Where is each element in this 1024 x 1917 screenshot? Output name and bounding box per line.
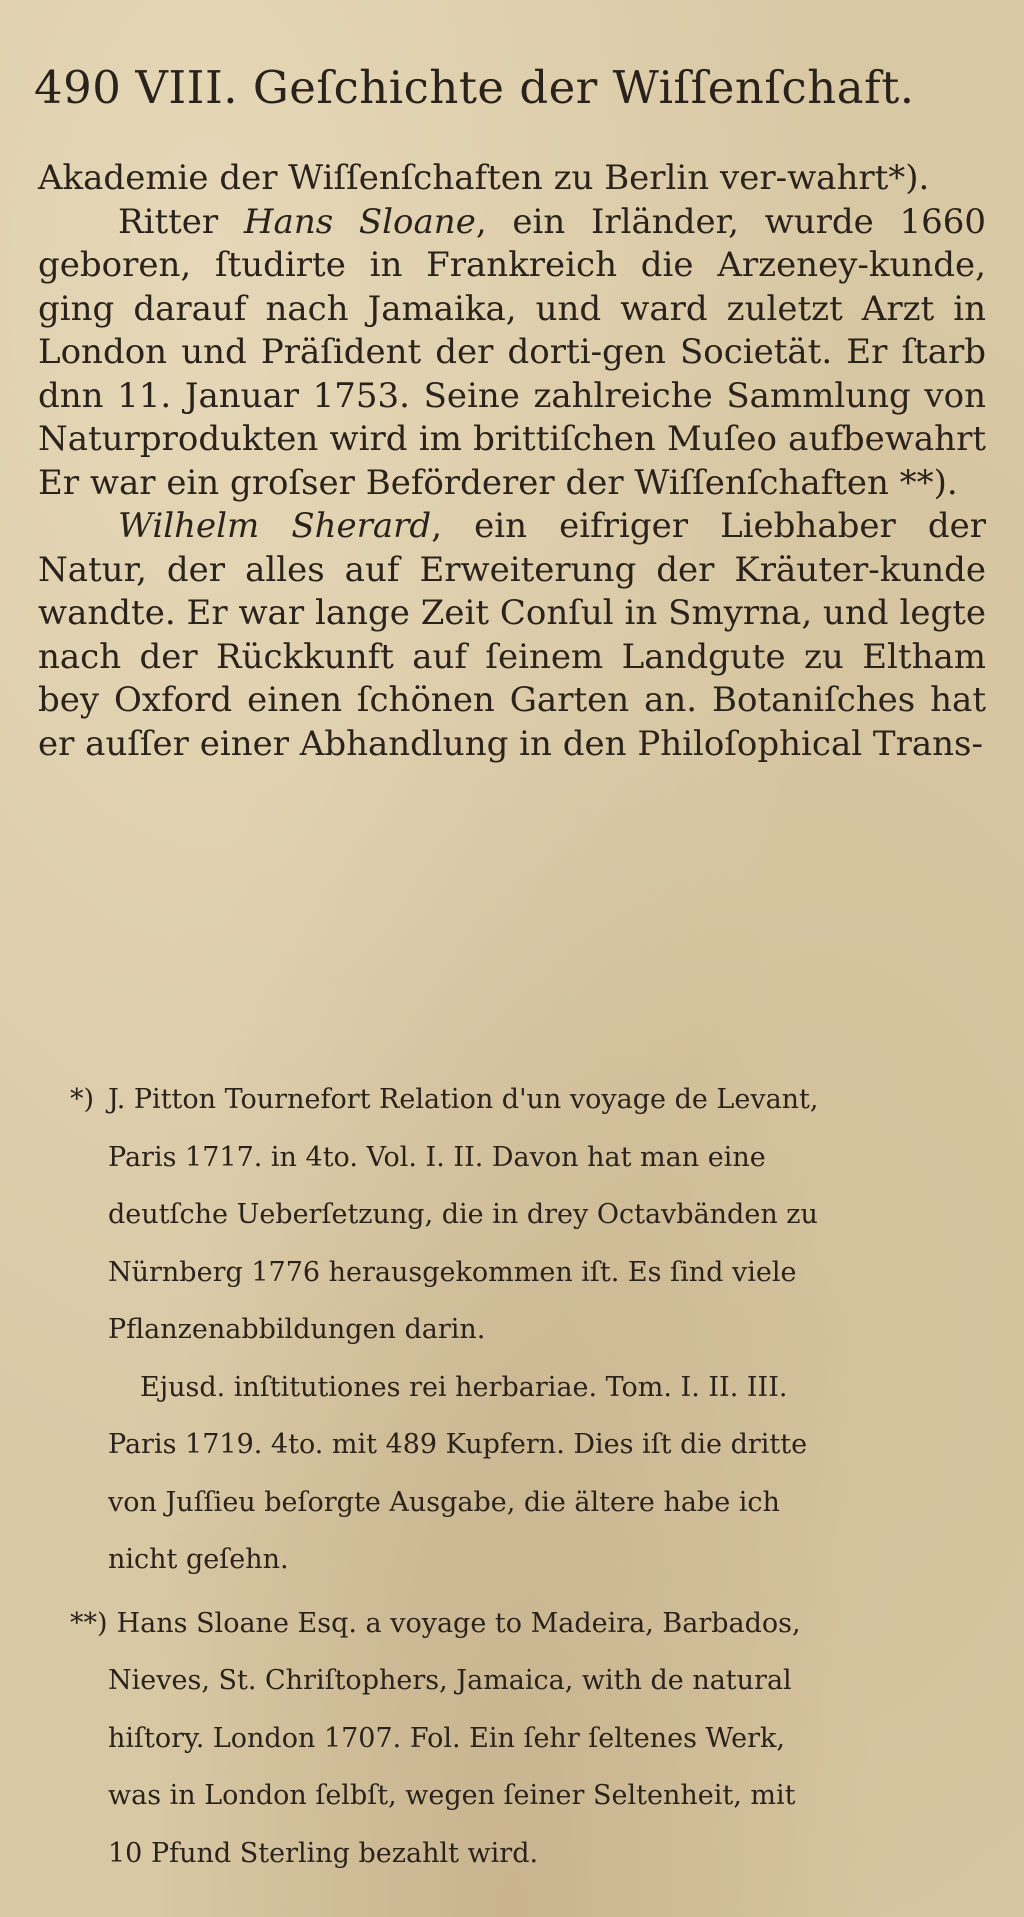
paragraph-2-lead: Ritter (118, 201, 244, 242)
footnote-line: Ejusd. inſtitutiones rei herbariae. Tom. I. II. III. (140, 1371, 788, 1403)
footnote-line: Nieves, St. Chriſtophers, Jamaica, with de natural (108, 1665, 792, 1696)
footnote-line: Paris 1717. in 4to. Vol. I. II. Davon hat man eine (108, 1141, 766, 1173)
footnote-line (70, 1071, 986, 1129)
footnote-line: 10 Pfund Sterling bezahlt wird. (108, 1837, 539, 1869)
paragraph-2 (38, 201, 986, 506)
page-number: 490 (34, 61, 122, 114)
person-name-sloane: Hans Sloane (243, 201, 476, 242)
footnote-text: J. Pitton Tournefort Relation d'un voyage de Levant, (108, 1084, 819, 1115)
main-text (38, 157, 986, 766)
footnotes (70, 1071, 986, 1882)
footnote-line: Nürnberg 1776 herausgekommen iſt. Es ſind viele (108, 1256, 797, 1288)
footnote-marker: **) (70, 1607, 108, 1639)
footnote-line: Pflanzenabbildungen darin. (108, 1314, 486, 1345)
paragraph-3-text: , ein eifriger Liebhaber der Natur, der alles auf Erweiterung der Kräuter-kunde wandte. Er war lange Zeit Conſul in Smyrna, und legte nach der Rückkunft auf ſeinem Landgute zu Eltham bey Oxford einen ſchönen Garten an. Botaniſches hat er auſſer einer Abhandlung in den Philoſophical Trans- (38, 506, 986, 764)
footnote-line: Paris 1719. 4to. mit 489 Kupfern. Dies iſt die dritte (108, 1429, 808, 1460)
footnote-1 (70, 1071, 986, 1589)
person-name-sherard: Wilhelm Sherard (118, 506, 432, 546)
footnote-line: deutſche Ueberſetzung, die in drey Octavbänden zu (108, 1199, 818, 1230)
chapter-title: VIII. Geſchichte der Wiſſenſchaft. (135, 61, 915, 114)
footnote-line: was in London ſelbſt, wegen ſeiner Seltenheit, mit (108, 1780, 796, 1811)
footnote-line: von Juſſieu beſorgte Ausgabe, die ältere habe ich (108, 1486, 780, 1518)
footnote-marker: *) (70, 1084, 95, 1115)
footnote-line: hiſtory. London 1707. Fol. Ein ſehr ſeltenes Werk, (108, 1722, 785, 1754)
footnote-line (70, 1595, 986, 1653)
paragraph-2-text: , ein Irländer, wurde 1660 geboren, ſtudirte in Frankreich die Arzeney-kunde, ging darauf nach Jamaika, und ward zuletzt Arzt in London und Präſident der dorti-gen Societät. Er ſtarb dnn 11. Januar 1753. Seine zahlreiche Sammlung von Naturprodukten wird im brittiſchen Muſeo aufbewahrt Er war ein groſser Beförderer der Wiſſenſchaften **). (38, 201, 987, 503)
paragraph-1: Akademie der Wiſſenſchaften zu Berlin ver-wahrt*). (38, 158, 930, 198)
running-head (34, 58, 994, 118)
footnote-line: nicht geſehn. (108, 1544, 289, 1575)
footnote-2 (70, 1595, 986, 1883)
paragraph-3 (38, 505, 986, 766)
footnote-text: Hans Sloane Esq. a voyage to Madeira, Barbados, (116, 1607, 801, 1639)
